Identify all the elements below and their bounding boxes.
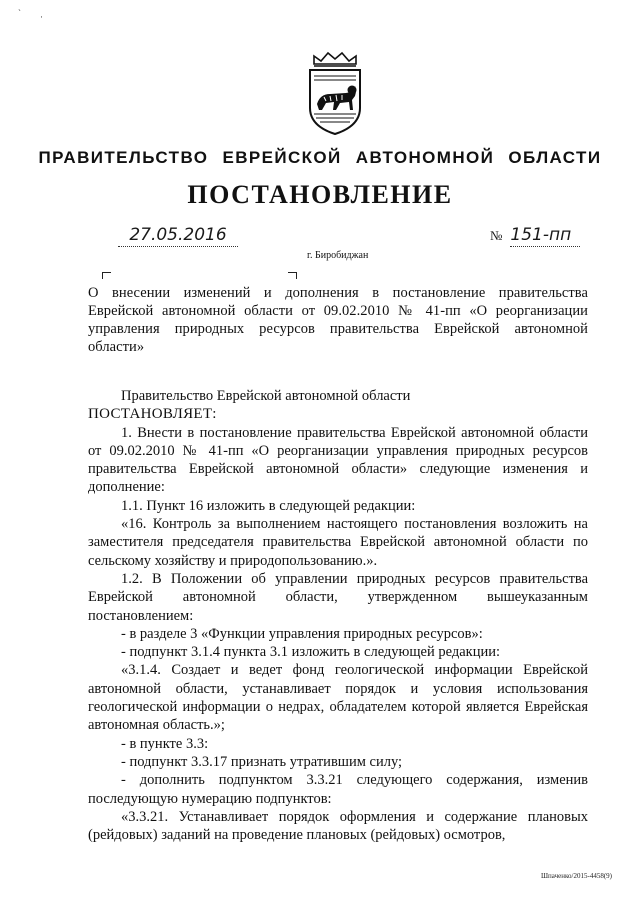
paragraph: «3.1.4. Создает и ведет фонд геологической информации Еврейской автономной области, устанавливает порядок и условия использования геологической информации о недрах, обладателем которой является Еврейская автономная область.»; xyxy=(88,662,588,734)
subject-bracket-right xyxy=(288,272,297,279)
paragraph: - подпункт 3.3.17 признать утратившим силу; xyxy=(121,753,403,770)
paragraph: ПОСТАНОВЛЯЕТ: xyxy=(88,406,217,423)
paragraph: 1. Внести в постановление правительства Еврейской автономной области от 09.02.2010 № 41-пп «О реорганизации управления природных ресурсов правительства Еврейской автономной области» следующие изменения и дополнение: xyxy=(88,424,588,496)
paragraph: - в пункте 3.3: xyxy=(121,735,209,752)
scan-mark: · xyxy=(40,12,43,22)
document-type-title: ПОСТАНОВЛЕНИЕ xyxy=(187,180,453,209)
document-body xyxy=(88,387,588,844)
document-number: 151-пп xyxy=(510,224,580,247)
number-label: № xyxy=(490,228,503,243)
city-name: г. Биробиджан xyxy=(307,250,369,261)
coat-of-arms-icon xyxy=(300,50,370,138)
paragraph: - дополнить подпунктом 3.3.21 следующего содержания, изменив последующую нумерацию подпунктов: xyxy=(88,772,588,807)
paragraph: «3.3.21. Устанавливает порядок оформления и содержание плановых (рейдовых) заданий на проведение плановых (рейдовых) осмотров, xyxy=(88,808,588,844)
paragraph: - в разделе 3 «Функции управления природных ресурсов»: xyxy=(121,625,483,642)
document-footer-code: Шпаченко/2015-4458(9) xyxy=(541,872,612,880)
paragraph: «16. Контроль за выполнением настоящего постановления возложить на заместителя председателя правительства Еврейской автономной области по сельскому хозяйству и природопользованию.». xyxy=(88,516,588,569)
paragraph: 1.2. В Положении об управлении природных ресурсов правительства Еврейской автономной области, утвержденном вышеуказанным постановлением: xyxy=(88,570,588,624)
document-date: 27.05.2016 xyxy=(118,224,238,247)
scan-mark: ˋ xyxy=(18,8,21,18)
document-subject: О внесении изменений и дополнения в постановление правительства Еврейской автономной области от 09.02.2010 № 41-пп «О реорганизации управления природных ресурсов правительства Еврейской автономной области» xyxy=(88,285,588,355)
paragraph: 1.1. Пункт 16 изложить в следующей редакции: xyxy=(121,497,416,514)
government-name: ПРАВИТЕЛЬСТВО ЕВРЕЙСКОЙ АВТОНОМНОЙ ОБЛАСТИ xyxy=(38,148,602,167)
paragraph: - подпункт 3.1.4 пункта 3.1 изложить в следующей редакции: xyxy=(121,644,501,661)
paragraph: Правительство Еврейской автономной области xyxy=(121,388,411,404)
subject-bracket-left xyxy=(102,272,111,279)
document-number-block xyxy=(490,224,580,247)
